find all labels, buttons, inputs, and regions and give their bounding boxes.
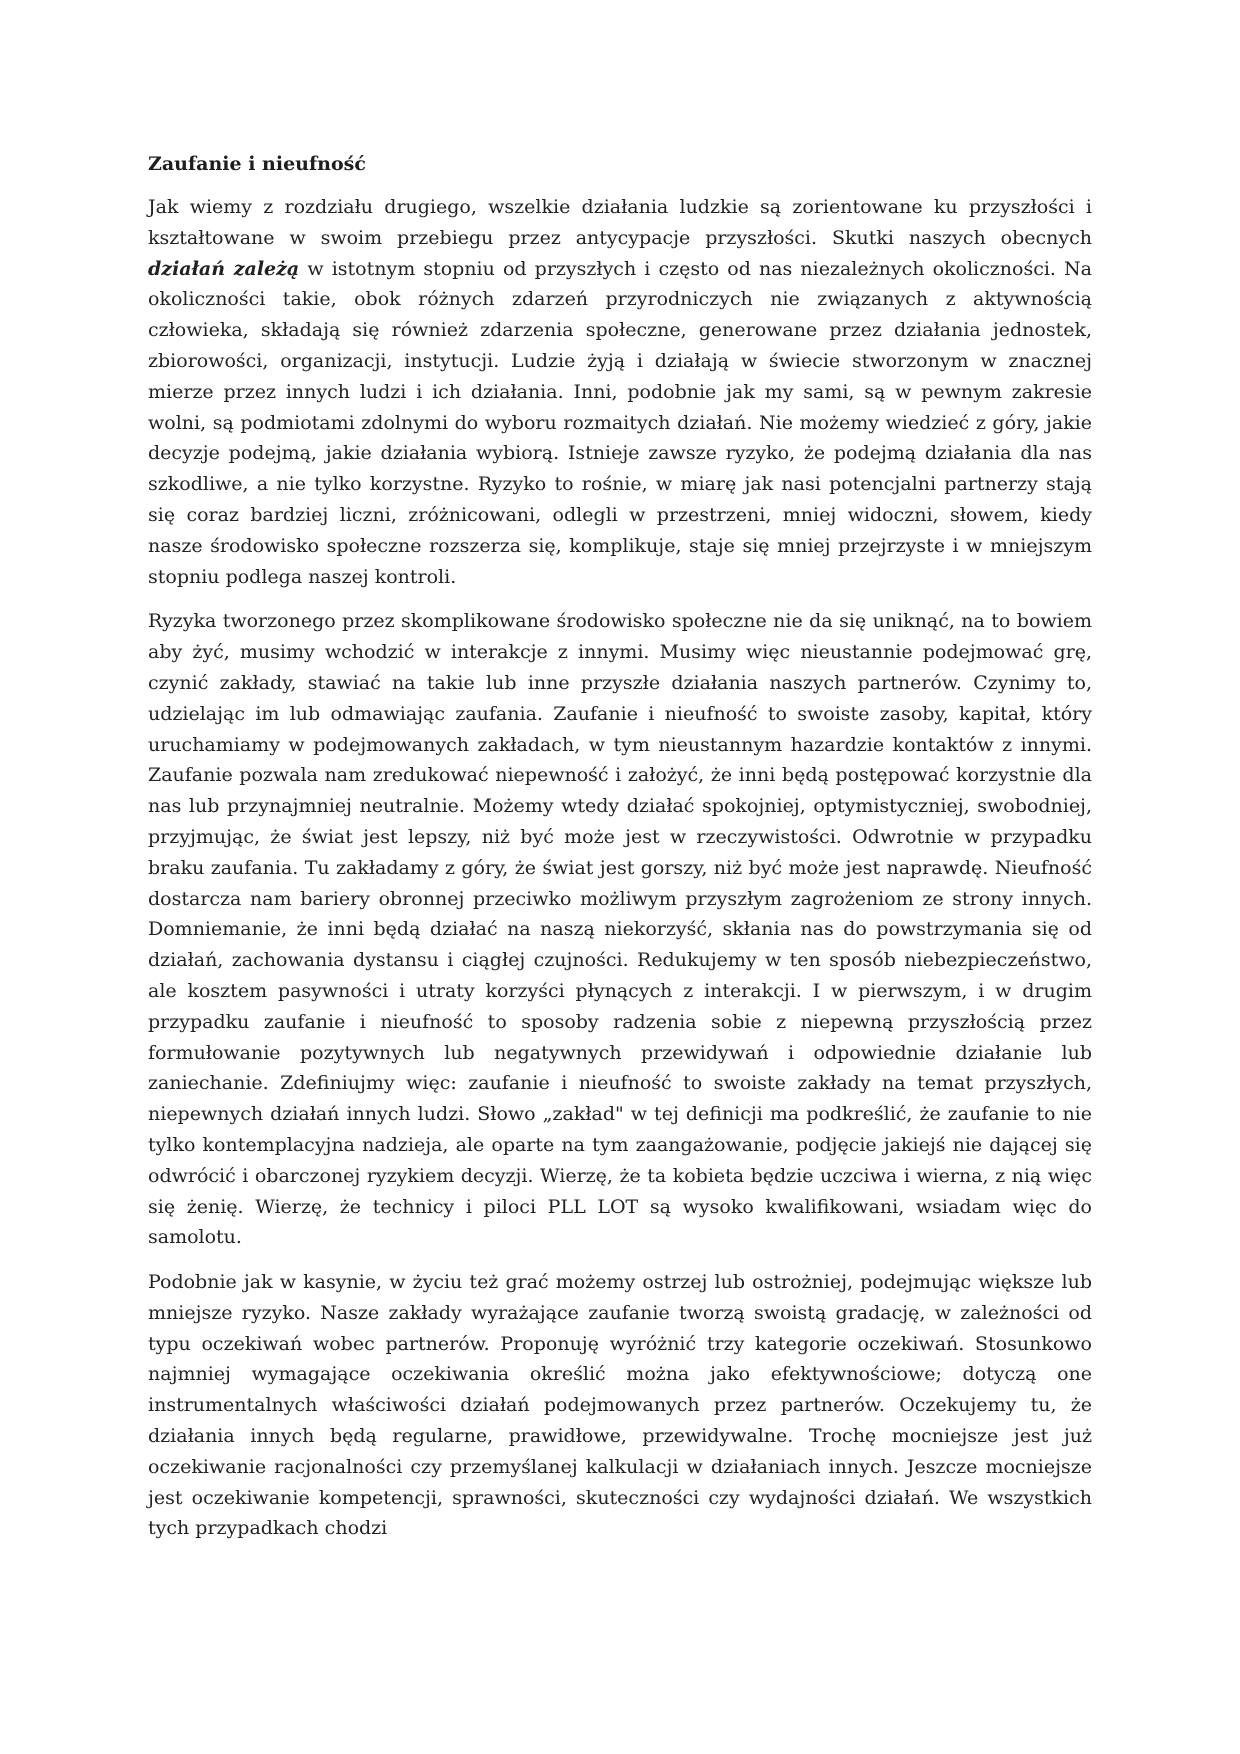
paragraph-1-start: Jak wiemy z rozdziału drugiego, wszelkie działania ludzkie są zorientowane ku przyszłości i kształtowane w swoim przebiegu przez antycypacje przyszłości. Skutki naszych obecnych xyxy=(148,196,1092,249)
document-body xyxy=(148,148,1092,1558)
paragraph-1-emphasis: działań zależą xyxy=(148,257,300,280)
paragraph-1 xyxy=(148,192,1092,592)
paragraph-1-rest: w istotnym stopniu od przyszłych i często od nas niezależnych okoliczności. Na okoliczności takie, obok różnych zdarzeń przyrodniczych nie związanych z aktywnością człowieka, składają się również zdarzenia społeczne, generowane przez działania jednostek, zbiorowości, organizacji, instytucji. Ludzie żyją i działają w świecie stworzonym w znacznej mierze przez innych ludzi i ich działania. Inni, podobnie jak my sami, są w pewnym zakresie wolni, są podmiotami zdolnymi do wyboru rozmaitych działań. Nie możemy wiedzieć z góry, jakie decyzje podejmą, jakie działania wybiorą. Istnieje zawsze ryzyko, że podejmą działania dla nas szkodliwe, a nie tylko korzystne. Ryzyko to rośnie, w miarę jak nasi potencjalni partnerzy stają się coraz bardziej liczni, zróżnicowani, odlegli w przestrzeni, mniej widoczni, słowem, kiedy nasze środowisko społeczne rozszerza się, komplikuje, staje się mniej przejrzyste i w mniejszym stopniu podlega naszej kontroli. xyxy=(148,257,1092,588)
paragraph-3: Podobnie jak w kasynie, w życiu też grać możemy ostrzej lub ostrożniej, podejmując większe lub mniejsze ryzyko. Nasze zakłady wyrażające zaufanie tworzą swoistą gradację, w zależności od typu oczekiwań wobec partnerów. Proponuję wyróżnić trzy kategorie oczekiwań. Stosunkowo najmniej wymagające oczekiwania określić można jako efektywnościowe; dotyczą one instrumentalnych właściwości działań podejmowanych przez partnerów. Oczekujemy tu, że działania innych będą regularne, prawidłowe, przewidywalne. Trochę mocniejsze jest już oczekiwanie racjonalności czy przemyślanej kalkulacji w działaniach innych. Jeszcze mocniejsze jest oczekiwanie kompetencji, sprawności, skuteczności czy wydajności działań. We wszystkich tych przypadkach chodzi xyxy=(148,1271,1092,1540)
document-title: Zaufanie i nieufność xyxy=(148,153,366,175)
paragraph-2: Ryzyka tworzonego przez skomplikowane środowisko społeczne nie da się uniknąć, na to bowiem aby żyć, musimy wchodzić w interakcje z innymi. Musimy więc nieustannie podejmować grę, czynić zakłady, stawiać na takie lub inne przyszłe działania naszych partnerów. Czynimy to, udzielając im lub odmawiając zaufania. Zaufanie i nieufność to swoiste zasoby, kapitał, który uruchamiamy w podejmowanych zakładach, w tym nieustannym hazardzie kontaktów z innymi. Zaufanie pozwala nam zredukować niepewność i założyć, że inni będą postępować korzystnie dla nas lub przynajmniej neutralnie. Możemy wtedy działać spokojniej, optymistyczniej, swobodniej, przyjmując, że świat jest lepszy, niż być może jest w rzeczywistości. Odwrotnie w przypadku braku zaufania. Tu zakładamy z góry, że świat jest gorszy, niż być może jest naprawdę. Nieufność dostarcza nam bariery obronnej przeciwko możliwym przyszłym zagrożeniom ze strony innych. Domniemanie, że inni będą działać na naszą niekorzyść, skłania nas do powstrzymania się od działań, zachowania dystansu i ciągłej czujności. Redukujemy w ten sposób niebezpieczeństwo, ale kosztem pasywności i utraty korzyści płynących z interakcji. I w pierwszym, i w drugim przypadku zaufanie i nieufność to sposoby radzenia sobie z niepewną przyszłością przez formułowanie pozytywnych lub negatywnych przewidywań i odpowiednie działanie lub zaniechanie. Zdefiniujmy więc: zaufanie i nieufność to swoiste zakłady na temat przyszłych, niepewnych działań innych ludzi. Słowo „zakład" w tej definicji ma podkreślić, że zaufanie to nie tylko kontemplacyjna nadzieja, ale oparte na tym zaangażowanie, podjęcie jakiejś nie dającej się odwrócić i obarczonej ryzykiem decyzji. Wierzę, że ta kobieta będzie uczciwa i wierna, z nią więc się żenię. Wierzę, że technicy i piloci PLL LOT są wysoko kwalifikowani, wsiadam więc do samolotu. xyxy=(148,610,1092,1249)
